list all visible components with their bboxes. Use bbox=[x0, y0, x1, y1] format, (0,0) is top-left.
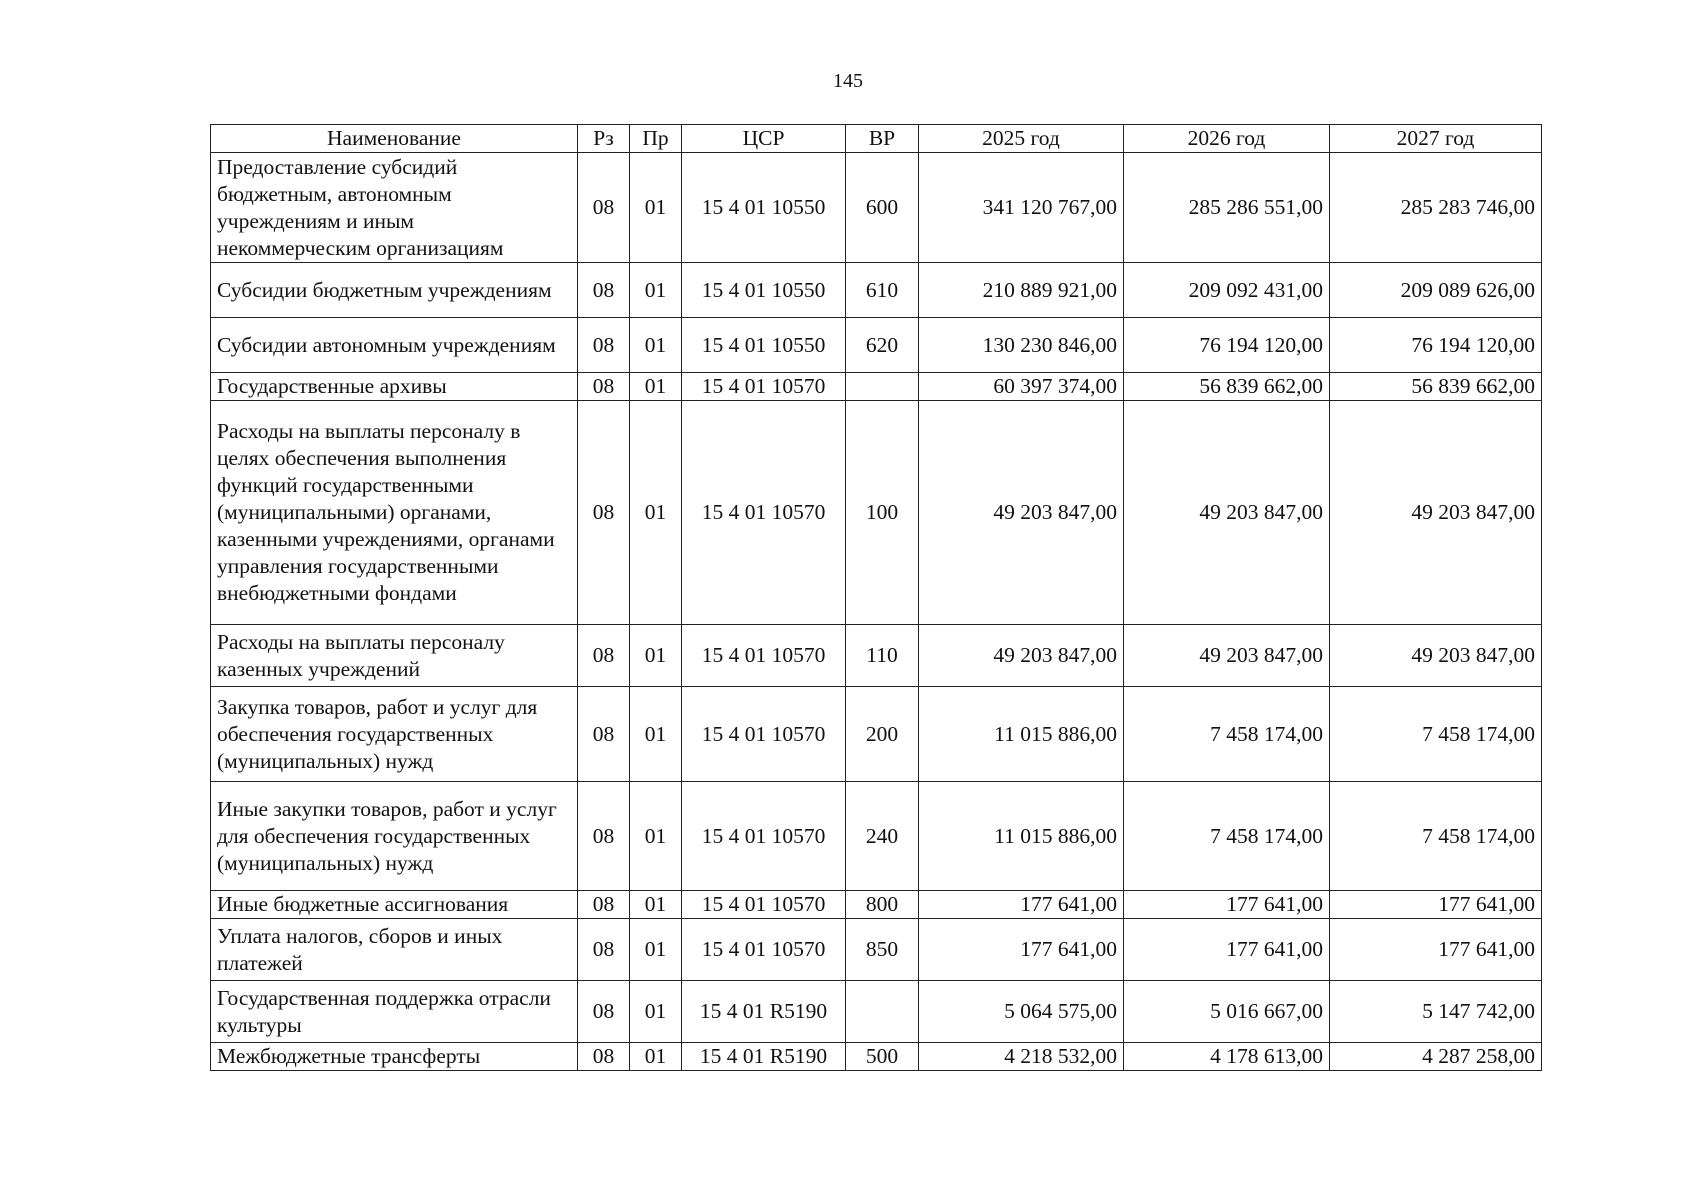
row-2025: 11 015 886,00 bbox=[919, 687, 1124, 782]
row-2026: 49 203 847,00 bbox=[1124, 401, 1330, 625]
row-2026: 7 458 174,00 bbox=[1124, 687, 1330, 782]
table-row bbox=[211, 318, 1542, 373]
row-name: Межбюджетные трансферты bbox=[211, 1043, 578, 1071]
row-rz: 08 bbox=[578, 373, 630, 401]
row-2025: 341 120 767,00 bbox=[919, 153, 1124, 263]
row-csr: 15 4 01 10570 bbox=[682, 919, 846, 981]
row-pr: 01 bbox=[630, 687, 682, 782]
row-csr: 15 4 01 10570 bbox=[682, 625, 846, 687]
row-pr: 01 bbox=[630, 981, 682, 1043]
row-2027: 285 283 746,00 bbox=[1330, 153, 1542, 263]
row-pr: 01 bbox=[630, 1043, 682, 1071]
table-row bbox=[211, 782, 1542, 891]
header-2027: 2027 год bbox=[1330, 125, 1542, 153]
header-name: Наименование bbox=[211, 125, 578, 153]
row-vr: 800 bbox=[846, 891, 919, 919]
row-2025: 11 015 886,00 bbox=[919, 782, 1124, 891]
row-pr: 01 bbox=[630, 263, 682, 318]
row-name: Закупка товаров, работ и услуг для обеспечения государственных (муниципальных) нужд bbox=[211, 687, 578, 782]
row-name: Иные бюджетные ассигнования bbox=[211, 891, 578, 919]
row-csr: 15 4 01 10570 bbox=[682, 401, 846, 625]
row-vr: 100 bbox=[846, 401, 919, 625]
page-number: 145 bbox=[833, 70, 863, 92]
row-rz: 08 bbox=[578, 625, 630, 687]
row-2025: 177 641,00 bbox=[919, 919, 1124, 981]
row-2026: 285 286 551,00 bbox=[1124, 153, 1330, 263]
row-rz: 08 bbox=[578, 401, 630, 625]
row-vr: 500 bbox=[846, 1043, 919, 1071]
row-rz: 08 bbox=[578, 153, 630, 263]
row-name: Субсидии бюджетным учреждениям bbox=[211, 263, 578, 318]
table-row bbox=[211, 919, 1542, 981]
row-2027: 4 287 258,00 bbox=[1330, 1043, 1542, 1071]
row-rz: 08 bbox=[578, 782, 630, 891]
row-2025: 177 641,00 bbox=[919, 891, 1124, 919]
row-vr: 110 bbox=[846, 625, 919, 687]
row-2026: 7 458 174,00 bbox=[1124, 782, 1330, 891]
row-2026: 76 194 120,00 bbox=[1124, 318, 1330, 373]
row-2027: 49 203 847,00 bbox=[1330, 625, 1542, 687]
row-2026: 5 016 667,00 bbox=[1124, 981, 1330, 1043]
row-vr: 240 bbox=[846, 782, 919, 891]
row-2025: 5 064 575,00 bbox=[919, 981, 1124, 1043]
row-2027: 177 641,00 bbox=[1330, 891, 1542, 919]
row-rz: 08 bbox=[578, 919, 630, 981]
row-pr: 01 bbox=[630, 782, 682, 891]
row-vr: 620 bbox=[846, 318, 919, 373]
table-row bbox=[211, 625, 1542, 687]
header-pr: Пр bbox=[630, 125, 682, 153]
row-csr: 15 4 01 10550 bbox=[682, 263, 846, 318]
row-csr: 15 4 01 10550 bbox=[682, 318, 846, 373]
row-rz: 08 bbox=[578, 1043, 630, 1071]
row-vr: 850 bbox=[846, 919, 919, 981]
row-2027: 7 458 174,00 bbox=[1330, 687, 1542, 782]
row-csr: 15 4 01 10570 bbox=[682, 373, 846, 401]
row-vr: 610 bbox=[846, 263, 919, 318]
row-2025: 49 203 847,00 bbox=[919, 625, 1124, 687]
row-2025: 4 218 532,00 bbox=[919, 1043, 1124, 1071]
row-rz: 08 bbox=[578, 891, 630, 919]
row-2025: 210 889 921,00 bbox=[919, 263, 1124, 318]
row-rz: 08 bbox=[578, 263, 630, 318]
row-name: Уплата налогов, сборов и иных платежей bbox=[211, 919, 578, 981]
table-row bbox=[211, 401, 1542, 625]
row-rz: 08 bbox=[578, 687, 630, 782]
row-vr: 200 bbox=[846, 687, 919, 782]
row-name: Расходы на выплаты персоналу казенных учреждений bbox=[211, 625, 578, 687]
row-2027: 209 089 626,00 bbox=[1330, 263, 1542, 318]
row-csr: 15 4 01 10570 bbox=[682, 687, 846, 782]
row-2025: 60 397 374,00 bbox=[919, 373, 1124, 401]
table-row bbox=[211, 373, 1542, 401]
row-pr: 01 bbox=[630, 919, 682, 981]
row-2026: 56 839 662,00 bbox=[1124, 373, 1330, 401]
row-vr bbox=[846, 981, 919, 1043]
row-2027: 177 641,00 bbox=[1330, 919, 1542, 981]
table-row bbox=[211, 1043, 1542, 1071]
row-name: Государственная поддержка отрасли культуры bbox=[211, 981, 578, 1043]
row-rz: 08 bbox=[578, 318, 630, 373]
row-vr bbox=[846, 373, 919, 401]
header-vr: ВР bbox=[846, 125, 919, 153]
row-2026: 49 203 847,00 bbox=[1124, 625, 1330, 687]
table-row bbox=[211, 153, 1542, 263]
row-rz: 08 bbox=[578, 981, 630, 1043]
row-pr: 01 bbox=[630, 373, 682, 401]
header-rz: Рз bbox=[578, 125, 630, 153]
row-2027: 7 458 174,00 bbox=[1330, 782, 1542, 891]
row-2026: 4 178 613,00 bbox=[1124, 1043, 1330, 1071]
table-row bbox=[211, 981, 1542, 1043]
budget-table bbox=[210, 124, 1542, 1071]
row-2027: 56 839 662,00 bbox=[1330, 373, 1542, 401]
row-2025: 130 230 846,00 bbox=[919, 318, 1124, 373]
row-csr: 15 4 01 10570 bbox=[682, 782, 846, 891]
row-csr: 15 4 01 10570 bbox=[682, 891, 846, 919]
row-csr: 15 4 01 R5190 bbox=[682, 981, 846, 1043]
row-pr: 01 bbox=[630, 153, 682, 263]
row-pr: 01 bbox=[630, 625, 682, 687]
row-pr: 01 bbox=[630, 318, 682, 373]
row-name: Иные закупки товаров, работ и услуг для обеспечения государственных (муниципальных) нужд bbox=[211, 782, 578, 891]
row-2026: 209 092 431,00 bbox=[1124, 263, 1330, 318]
table-header-row bbox=[211, 125, 1542, 153]
row-csr: 15 4 01 10550 bbox=[682, 153, 846, 263]
row-2027: 49 203 847,00 bbox=[1330, 401, 1542, 625]
header-2025: 2025 год bbox=[919, 125, 1124, 153]
header-csr: ЦСР bbox=[682, 125, 846, 153]
row-2025: 49 203 847,00 bbox=[919, 401, 1124, 625]
row-pr: 01 bbox=[630, 401, 682, 625]
header-2026: 2026 год bbox=[1124, 125, 1330, 153]
row-pr: 01 bbox=[630, 891, 682, 919]
row-vr: 600 bbox=[846, 153, 919, 263]
row-name: Предоставление субсидий бюджетным, автономным учреждениям и иным некоммерческим организациям bbox=[211, 153, 578, 263]
row-2027: 76 194 120,00 bbox=[1330, 318, 1542, 373]
row-name: Расходы на выплаты персоналу в целях обеспечения выполнения функций государственными (муниципальными) органами, казенными учреждениями, органами управления государственными внебюджетными фондами bbox=[211, 401, 578, 625]
table-row bbox=[211, 891, 1542, 919]
row-csr: 15 4 01 R5190 bbox=[682, 1043, 846, 1071]
row-2027: 5 147 742,00 bbox=[1330, 981, 1542, 1043]
table-row bbox=[211, 263, 1542, 318]
row-2026: 177 641,00 bbox=[1124, 891, 1330, 919]
row-2026: 177 641,00 bbox=[1124, 919, 1330, 981]
table-row bbox=[211, 687, 1542, 782]
row-name: Субсидии автономным учреждениям bbox=[211, 318, 578, 373]
row-name: Государственные архивы bbox=[211, 373, 578, 401]
